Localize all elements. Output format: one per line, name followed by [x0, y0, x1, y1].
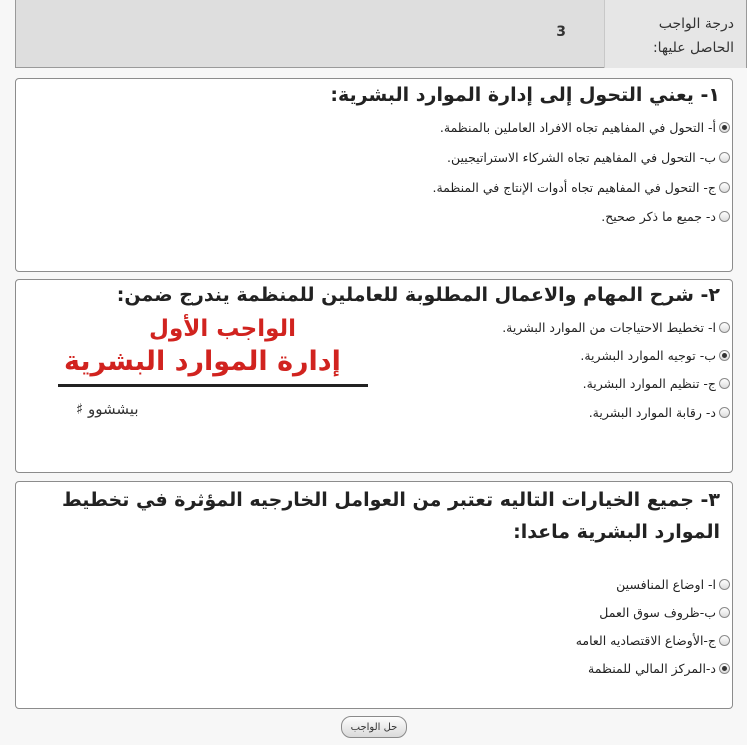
question-1-option-a[interactable] — [440, 117, 730, 137]
option-label: ب-ظروف سوق العمل — [599, 604, 716, 620]
option-label: ا- اوضاع المنافسين — [616, 576, 716, 592]
question-3-option-b[interactable] — [599, 602, 730, 622]
question-1-option-d[interactable] — [601, 206, 730, 226]
question-3-option-d[interactable] — [588, 658, 730, 678]
question-3-option-c[interactable] — [576, 630, 730, 650]
question-3 — [15, 481, 733, 709]
radio-button[interactable] — [719, 122, 730, 133]
question-3-option-a[interactable] — [616, 574, 730, 594]
stamp-signature — [76, 400, 139, 418]
question-2-option-c[interactable] — [583, 373, 730, 393]
option-label: د- جميع ما ذكر صحيح. — [601, 208, 716, 224]
radio-button[interactable] — [719, 378, 730, 389]
question-3-title: ٣- جميع الخيارات التاليه تعتبر من العوامل الخارجيه المؤثرة في تخطيط الموارد البشرية ماعدا: — [61, 489, 720, 543]
grade-label — [604, 0, 746, 68]
question-2-title: ٢- شرح المهام والاعمال المطلوبة للعاملين للمنظمة يندرج ضمن: — [116, 284, 720, 306]
grade-label-line1: درجة الواجب — [658, 16, 734, 32]
question-1-title: ١- يعني التحول إلى إدارة الموارد البشرية: — [330, 84, 720, 106]
question-1-option-c[interactable] — [432, 177, 730, 197]
radio-button[interactable] — [719, 182, 730, 193]
grade-label-line2: الحاصل عليها: — [652, 40, 734, 56]
radio-button[interactable] — [719, 663, 730, 674]
option-label: ج- تنظيم الموارد البشرية. — [582, 375, 716, 391]
radio-button[interactable] — [719, 152, 730, 163]
question-2 — [15, 279, 733, 473]
stamp-line2: إدارة الموارد البشرية — [64, 346, 341, 377]
music-note-icon: ♯ — [76, 400, 84, 418]
option-label: ا- تخطيط الاحتياجات من الموارد البشرية. — [502, 319, 716, 335]
stamp-line1: الواجب الأول — [149, 316, 297, 342]
question-2-option-b[interactable] — [580, 345, 730, 365]
stamp-underline — [58, 384, 368, 387]
option-label: أ- التحول في المفاهيم تجاه الافراد العاملين بالمنظمة. — [439, 119, 716, 135]
submit-button[interactable]: حل الواجب — [341, 716, 407, 738]
option-label: ج- التحول في المفاهيم تجاه أدوات الإنتاج في المنظمة. — [432, 179, 716, 195]
radio-button[interactable] — [719, 350, 730, 361]
radio-button[interactable] — [719, 607, 730, 618]
radio-button[interactable] — [719, 635, 730, 646]
option-label: ب- توجيه الموارد البشرية. — [580, 347, 716, 363]
option-label: ج-الأوضاع الاقتصاديه العامه — [575, 632, 716, 648]
radio-button[interactable] — [719, 322, 730, 333]
question-2-option-a[interactable] — [502, 317, 730, 337]
radio-button[interactable] — [719, 211, 730, 222]
radio-button[interactable] — [719, 579, 730, 590]
signature-text: بيششوو — [88, 400, 139, 418]
question-2-option-d[interactable] — [589, 402, 730, 422]
grade-box — [15, 0, 747, 68]
option-label: د- رقابة الموارد البشرية. — [588, 404, 716, 420]
question-1 — [15, 78, 733, 272]
grade-value: 3 — [556, 24, 566, 40]
radio-button[interactable] — [719, 407, 730, 418]
option-label: د-المركز المالي للمنظمة — [588, 660, 716, 676]
question-1-option-b[interactable] — [447, 147, 730, 167]
option-label: ب- التحول في المفاهيم تجاه الشركاء الاستراتيجيين. — [447, 149, 716, 165]
